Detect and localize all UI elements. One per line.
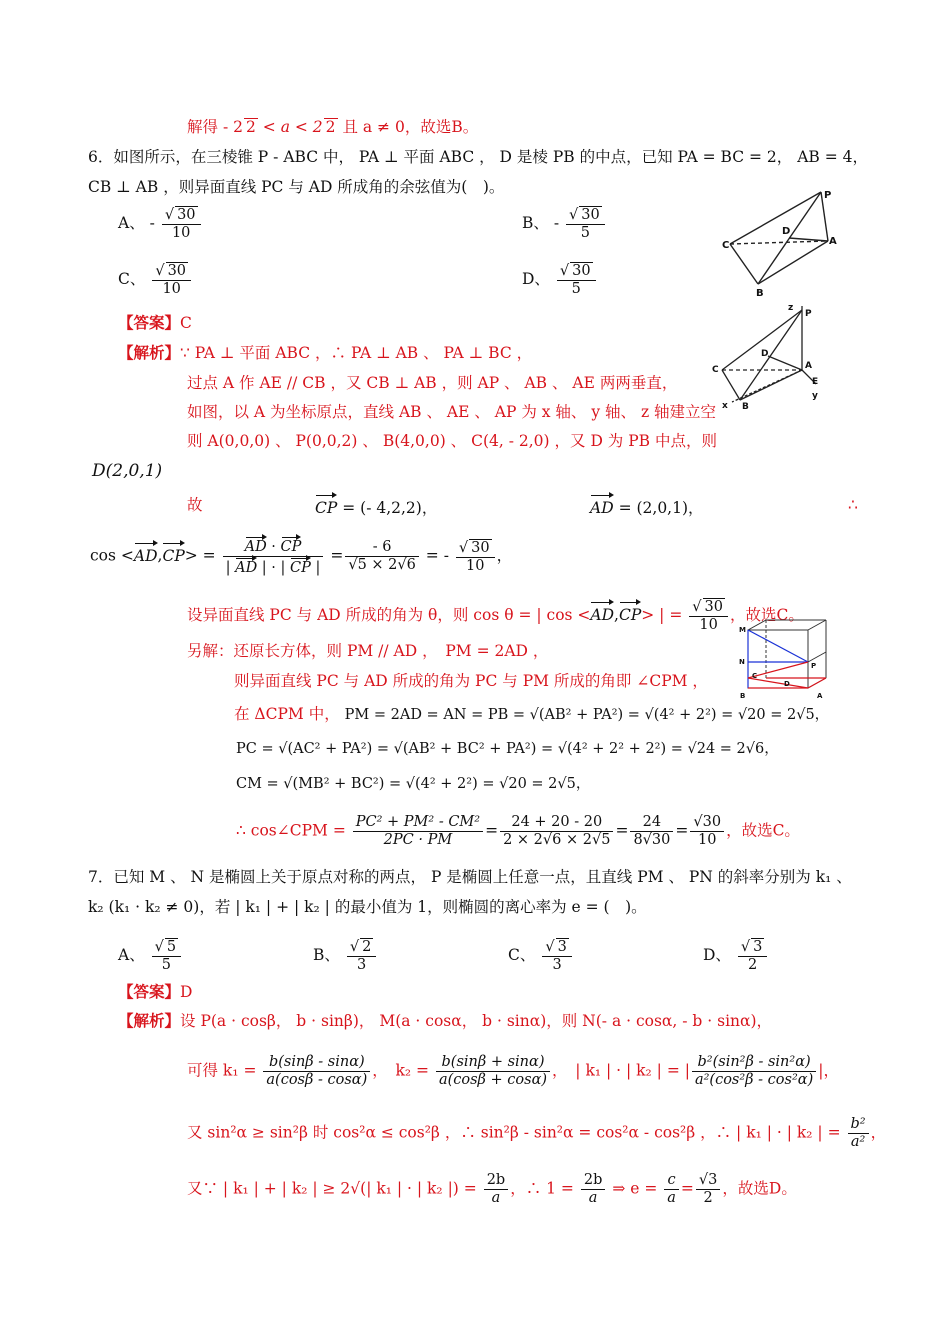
- fig2-label-c: C: [712, 365, 719, 375]
- prev-solution-tail: 解得 - 2 2 < a < 2 2 且 a ≠ 0，故选B。: [187, 118, 479, 136]
- tetrahedron-figure: [718, 186, 838, 298]
- q7-option-c: C、 $\frac{√ 3}{3}$: [508, 938, 574, 974]
- fig2-label-b: B: [742, 402, 749, 412]
- q6-alt-line3: 在 ΔCPM 中， PM = 2AD = AN = PB = √(AB² + PA²) = √(4² + 2²) = √20 = 2√5，: [234, 705, 830, 723]
- q6-stem-line1: 6．如图所示，在三棱锥 P - ABC 中， PA ⊥ 平面 ABC ， D 是棱 PB 的中点，已知 PA = BC = 2， AB = 4，: [88, 148, 869, 166]
- q6-analysis-line2: 过点 A 作 AE // CB ，又 CB ⊥ AB ，则 AP 、 AB 、 AE 两两垂直，: [187, 374, 678, 392]
- q6-cos-equation: cos <AD,CP> = $\frac{AD \cdot CP}{| AD | \cdot | CP |}$ = $\frac{- 6}{√5 \times 2√6}$ = - $\frac{√ 30}{10}$ ，: [90, 536, 512, 577]
- fig3-label-d: D: [784, 680, 790, 688]
- q7-stem-line1: 7．已知 M 、 N 是椭圆上关于原点对称的两点， P 是椭圆上任意一点，且直线 PM 、 PN 的斜率分别为 k₁ 、: [88, 868, 852, 886]
- q6-answer: 【答案】C: [118, 313, 192, 332]
- q6-option-d: D、 $\frac{√ 30}{5}$: [522, 262, 598, 298]
- q7-option-d: D、 $\frac{√ 3}{2}$: [703, 938, 769, 974]
- fig2-label-d: D: [761, 349, 769, 359]
- q6-therefore: ∴: [848, 496, 858, 514]
- fig3-label-m: M: [739, 626, 746, 634]
- fig2-label-e: E: [812, 377, 819, 387]
- q6-alt-line2: 则异面直线 PC 与 AD 所成的角为 PC 与 PM 所成的角即 ∠CPM ，: [234, 672, 708, 690]
- fig2-label-a: A: [805, 361, 812, 371]
- q7-answer: 【答案】D: [118, 982, 193, 1001]
- fig3-label-p: P: [811, 662, 817, 670]
- coordinate-figure: [706, 300, 838, 412]
- q6-option-b: B、 - $\frac{√ 30}{5}$: [522, 206, 607, 242]
- fig2-label-p: P: [805, 309, 812, 319]
- q6-vector-ad: AD = (2,0,1)，: [590, 494, 704, 519]
- q7-analysis-line3: 又 sin²α ≥ sin²β 时 cos²α ≤ cos²β ，∴ sin²β - sin²α = cos²α - cos²β ，∴ | k₁ | · | k₂ | = $\frac{\text{b²}}{\text{a²}}$ ，: [187, 1116, 887, 1150]
- q6-point-d: D(2,0,1): [92, 461, 163, 481]
- q6-alt-line5: CM = √(MB² + BC²) = √(4² + 2²) = √20 = 2√5，: [236, 776, 591, 792]
- q7-stem-line2: k₂ (k₁ · k₂ ≠ 0)，若 | k₁ | + | k₂ | 的最小值为 1，则椭圆的离心率为 e = ( )。: [88, 898, 647, 916]
- cuboid-figure: [738, 618, 834, 704]
- fig1-label-a: A: [829, 236, 837, 247]
- q6-option-c: C、 $\frac{√ 30}{10}$: [118, 262, 193, 298]
- fig2-label-z: z: [788, 303, 794, 313]
- q7-option-a: A、 $\frac{√ 5}{5}$: [118, 938, 183, 974]
- fig3-label-b: B: [740, 692, 746, 700]
- fig3-label-n: N: [739, 658, 745, 666]
- q6-analysis-gu: 故: [187, 496, 203, 514]
- q6-analysis-line3: 如图，以 A 为坐标原点，直线 AB 、 AE 、 AP 为 x 轴、 y 轴、 z 轴建立空: [187, 403, 717, 421]
- q6-stem-line2: CB ⊥ AB ，则异面直线 PC 与 AD 所成角的余弦值为( )。: [88, 178, 505, 196]
- fig2-label-y: y: [812, 391, 818, 401]
- q7-analysis-line1: 【解析】设 P(a · cosβ， b · sinβ)， M(a · cosα， b · sinα)，则 N(- a · cosα, - b · sinα)，: [118, 1011, 773, 1030]
- q6-vector-cp: CP = (- 4,2,2)，: [315, 494, 437, 519]
- q6-alt-final: ∴ cos∠CPM = $\frac{\text{PC² + PM² - CM²}}{2PC \cdot PM}$ = $\frac{24 + 20 - 20}{2 \times 2√6 \times 2√5}$ = $\frac{24}{8√30}$ = $\frac{√30}{10}$ ，故选C。: [236, 814, 800, 848]
- fig1-label-c: C: [722, 240, 730, 251]
- q6-angle-line: 设异面直线 PC 与 AD 所成的角为 θ，则 cos θ = | cos <AD,CP> | = $\frac{√ 30}{10}$ ，故选C。: [187, 599, 804, 633]
- q6-analysis-line1: 【解析】∵ PA ⊥ 平面 ABC ，∴ PA ⊥ AB 、 PA ⊥ BC ，: [118, 343, 533, 362]
- fig3-label-a: A: [817, 692, 823, 700]
- fig2-label-x: x: [722, 401, 728, 411]
- q6-analysis-line4: 则 A(0,0,0) 、 P(0,0,2) 、 B(4,0,0) 、 C(4, - 2,0) ，又 D 为 PB 中点，则: [187, 432, 717, 450]
- q6-option-a: A、 - $\frac{√ 30}{10}$: [118, 206, 203, 242]
- fig1-label-b: B: [756, 288, 764, 298]
- fig3-label-c: C: [752, 672, 758, 680]
- q7-analysis-line2: 可得 k₁ = $\frac{b(\sin\beta - \sin\alpha)}{a(\cos\beta - \cos\alpha)}$ ， k₂ = $\frac{b(\sin\beta + \sin\alpha)}{a(\cos\beta + \cos\alpha)}$ ， | k₁ | · | k₂ | = | $\frac{\text{b²(sin²β - sin²α)}}{\text{a²(cos²β - cos²α)}}$ |，: [187, 1054, 839, 1088]
- fig1-label-d: D: [782, 226, 791, 237]
- q7-option-b: B、 $\frac{√ 2}{3}$: [313, 938, 378, 974]
- q6-alt-line4: PC = √(AC² + PA²) = √(AB² + BC² + PA²) = √(4² + 2² + 2²) = √24 = 2√6，: [236, 741, 779, 757]
- q6-alt-line1: 另解：还原长方体，则 PM // AD ， PM = 2AD ，: [187, 642, 549, 660]
- q6-number: 6．: [88, 148, 114, 166]
- q7-number: 7．: [88, 868, 114, 886]
- q7-analysis-line4: 又∵ | k₁ | + | k₂ | ≥ 2√(| k₁ | · | k₂ |) = $\frac{2b}{a}$ ，∴ 1 = $\frac{2b}{a}$ ⇒ e = $\frac{c}{a}$ = $\frac{√3}{2}$ ，故选D。: [187, 1172, 797, 1206]
- fig1-label-p: P: [824, 190, 832, 201]
